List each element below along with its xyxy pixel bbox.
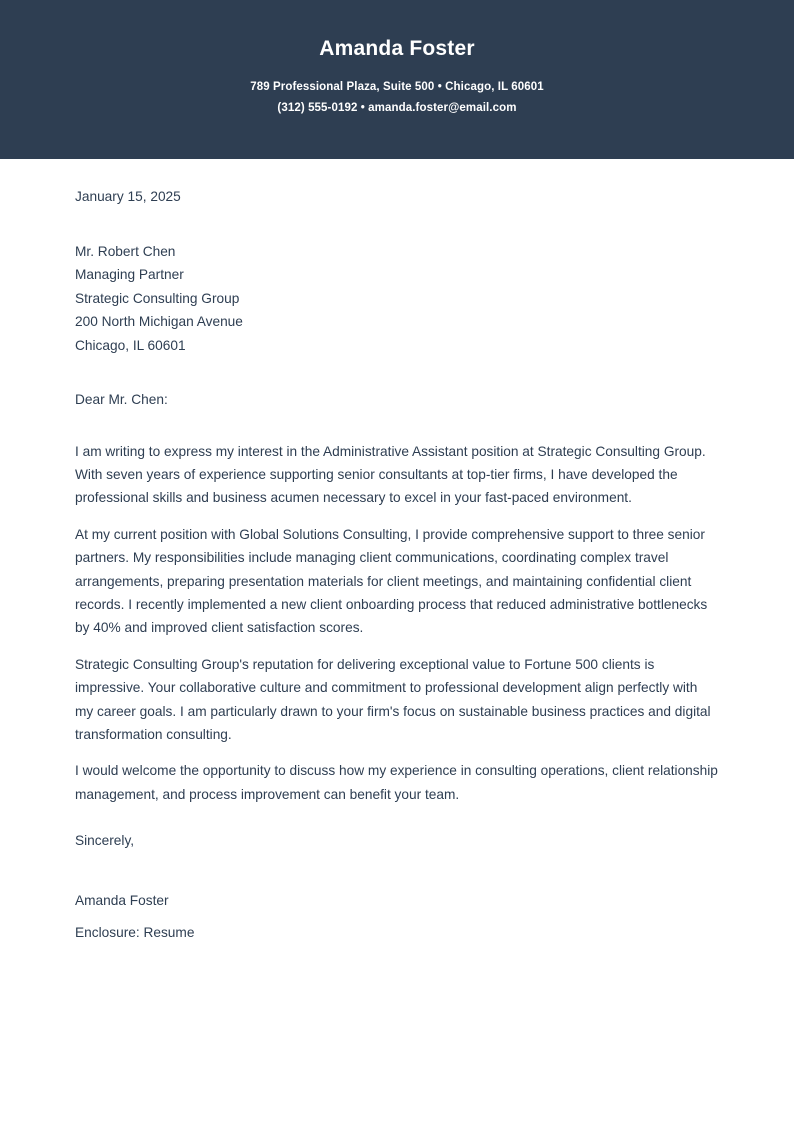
recipient-line: 200 North Michigan Avenue xyxy=(75,314,243,330)
recipient-line: Chicago, IL 60601 xyxy=(75,337,186,353)
letter-paragraph: At my current position with Global Solutions Consulting, I provide comprehensive support to three senior partners. My responsibilities include managing client communications, coordinating complex travel arrangements, preparing presentation materials for client meetings, and maintaining confidential client records. I recently implemented a new client onboarding process that reduced administrative bottlenecks by 40% and improved client satisfaction scores. xyxy=(75,526,708,636)
letter-paragraph: I am writing to express my interest in the Administrative Assistant position at Strategic Consulting Group. With seven years of experience supporting senior consultants at top-tier firms, I have developed the professional skills and business acumen necessary to excel in your fast-paced environment. xyxy=(75,443,706,506)
signature-name: Amanda Foster xyxy=(75,892,169,908)
letter-body xyxy=(0,159,794,944)
letterhead-address-line: 789 Professional Plaza, Suite 500 • Chicago, IL 60601 xyxy=(250,81,544,94)
recipient-line: Strategic Consulting Group xyxy=(75,290,240,306)
salutation: Dear Mr. Chen: xyxy=(75,392,168,408)
letter-paragraph: Strategic Consulting Group's reputation for delivering exceptional value to Fortune 500 clients is impressive. Your collaborative culture and commitment to professional development align perfectly with my career goals. I am particularly drawn to your firm's focus on sustainable business practices and digital transformation consulting. xyxy=(75,656,711,742)
letter-paragraph: I would welcome the opportunity to discuss how my experience in consulting operations, client relationship management, and process improvement can benefit your team. xyxy=(75,763,718,802)
letterhead-contact-line: (312) 555-0192 • amanda.foster@email.com xyxy=(277,102,517,115)
letter-date: January 15, 2025 xyxy=(75,189,181,205)
applicant-name: Amanda Foster xyxy=(319,37,475,60)
enclosure-note: Enclosure: Resume xyxy=(75,925,195,940)
letterhead-banner xyxy=(0,0,794,159)
closing-salutation: Sincerely, xyxy=(75,833,135,849)
recipient-line: Managing Partner xyxy=(75,267,184,283)
recipient-line: Mr. Robert Chen xyxy=(75,243,176,259)
signature-space xyxy=(75,853,718,889)
recipient-address-block xyxy=(75,240,718,358)
